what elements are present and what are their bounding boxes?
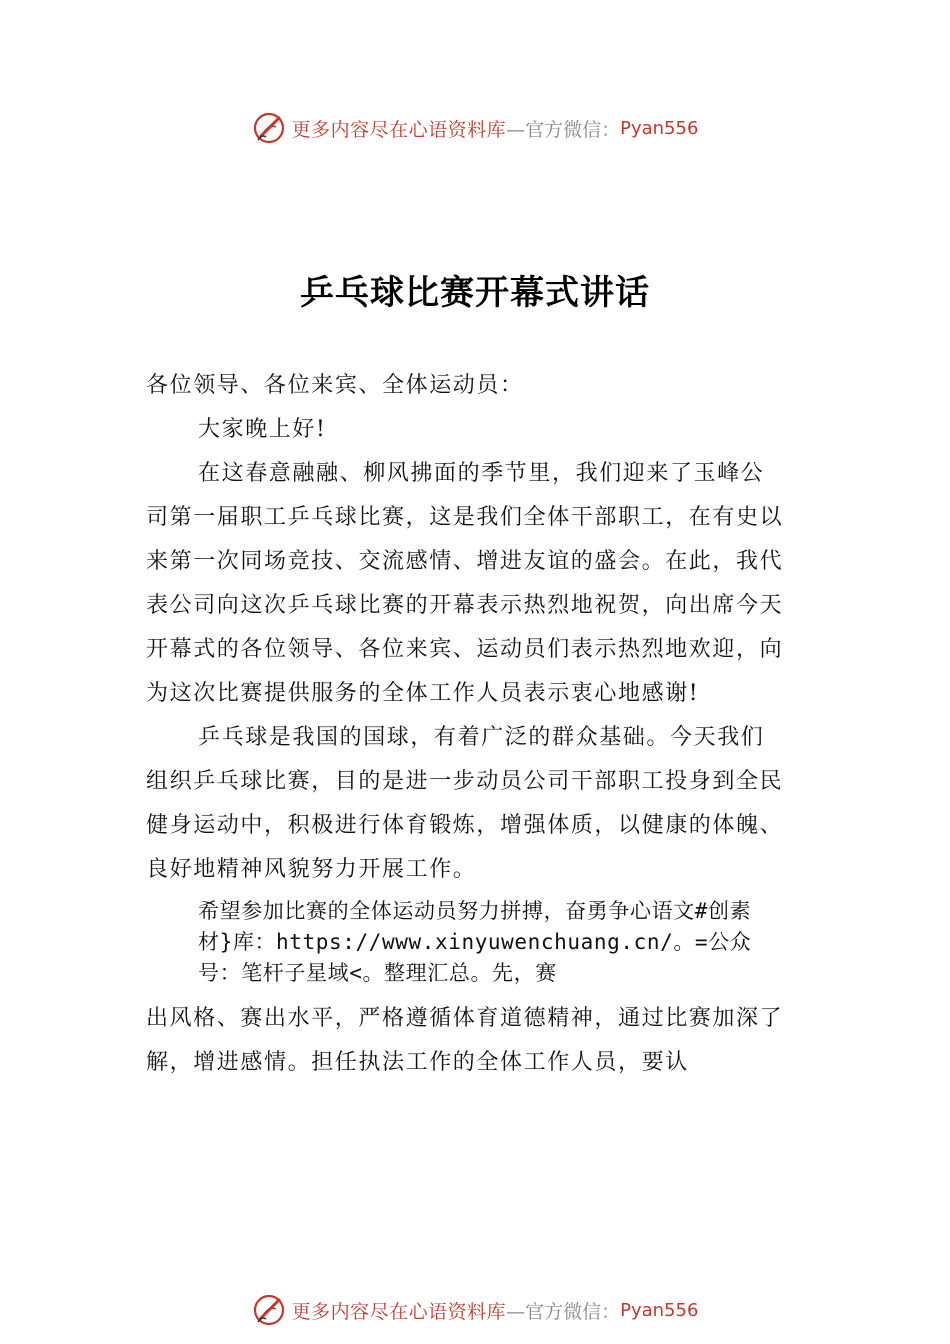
document-title: 乒乓球比赛开幕式讲话	[300, 273, 650, 313]
banner-text: 更多内容尽在心语资料库	[291, 118, 507, 141]
footer-banner	[0, 1290, 950, 1330]
pen-logo-icon	[252, 110, 288, 146]
watermark-note: 希望参加比赛的全体运动员努力拼搏，奋勇争心语文#创素材}库：https://www.xinyuwenchuang.cn/。=公众号：笔杆子星域<。整理汇总。先，赛	[198, 899, 752, 985]
header-banner	[0, 108, 950, 148]
document-body	[146, 364, 786, 1085]
paragraph-2: 乒乓球是我国的国球，有着广泛的群众基础。今天我们组织乒乓球比赛，目的是进一步动员公司干部职工投身到全民健身运动中，积极进行体育锻炼，增强体质，以健康的体魄、良好地精神风貌努力开展工作。	[146, 725, 784, 882]
banner-wechat-id: Pyan556	[620, 1299, 699, 1321]
banner-wechat-id: Pyan556	[620, 117, 699, 139]
salutation: 各位领导、各位来宾、全体运动员：	[146, 373, 524, 398]
pen-logo-icon	[252, 1292, 288, 1328]
greeting: 大家晚上好!	[198, 417, 327, 442]
banner-separator: —官方微信：	[506, 118, 621, 141]
banner-separator: —官方微信：	[506, 1300, 621, 1323]
banner-text: 更多内容尽在心语资料库	[291, 1300, 507, 1323]
paragraph-3: 出风格、赛出水平，严格遵循体育道德精神，通过比赛加深了解，增进感情。担任执法工作的全体工作人员，要认	[146, 1006, 784, 1075]
paragraph-1: 在这春意融融、柳风拂面的季节里，我们迎来了玉峰公司第一届职工乒乓球比赛，这是我们全体干部职工，在有史以来第一次同场竞技、交流感情、增进友谊的盛会。在此，我代表公司向这次乒乓球比赛的开幕表示热烈地祝贺，向出席今天开幕式的各位领导、各位来宾、运动员们表示热烈地欢迎，向为这次比赛提供服务的全体工作人员表示衷心地感谢!	[146, 461, 784, 706]
